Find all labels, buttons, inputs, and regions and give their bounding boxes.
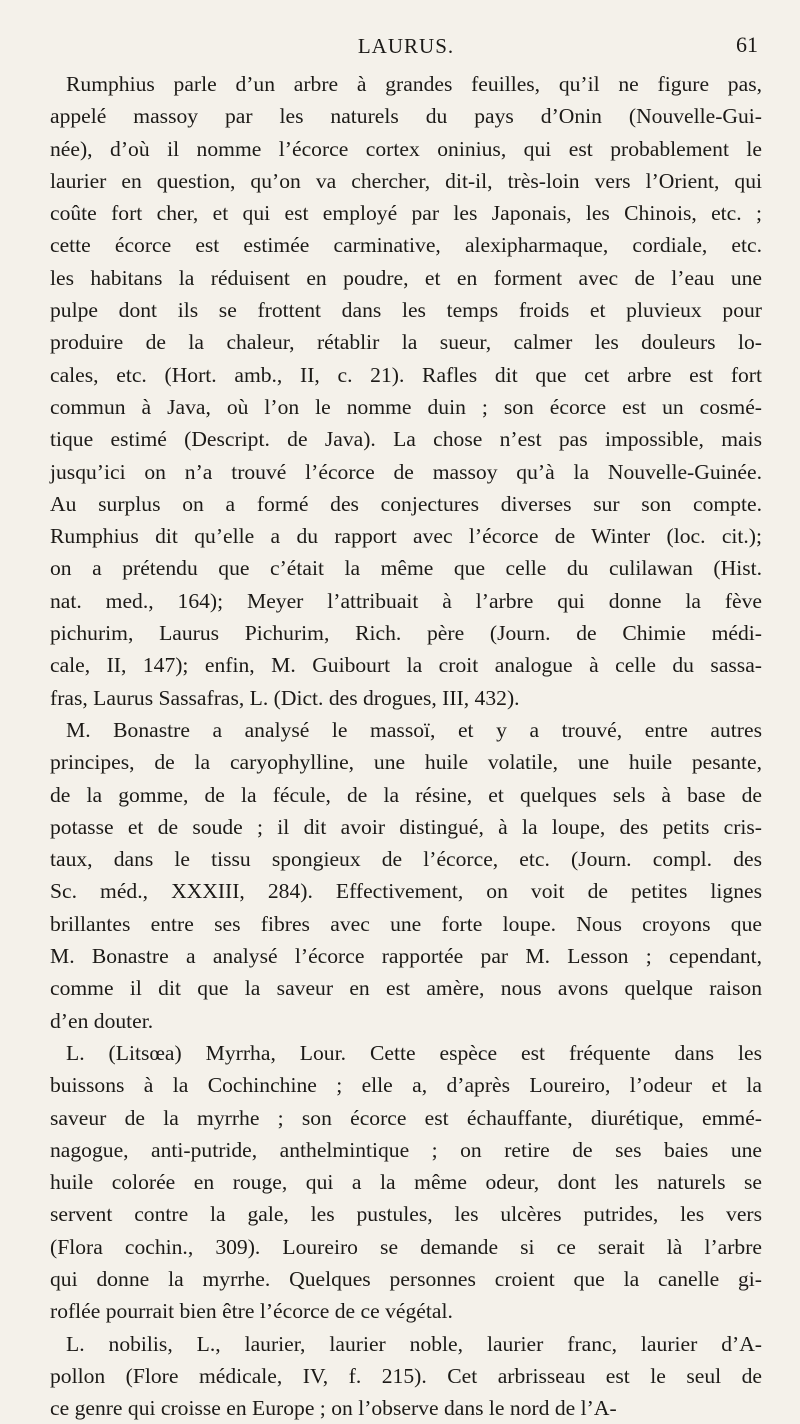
text-line: M. Bonastre a analysé le massoï, et y a trouvé, entre autres <box>66 717 762 742</box>
text-line: pollon (Flore médicale, IV, f. 215). Cet arbrisseau est le seul de <box>50 1363 762 1388</box>
text-line: nat. med., 164); Meyer l’attribuait à l’arbre qui donne la fève <box>50 588 762 613</box>
text-line: cale, II, 147); enfin, M. Guibourt la croit analogue à celle du sassa- <box>50 653 762 678</box>
text-line: jusqu’ici on n’a trouvé l’écorce de massoy qu’à la Nouvelle-Guinée. <box>50 459 762 484</box>
text-line: (Flora cochin., 309). Loureiro se demande si ce serait là l’arbre <box>50 1234 762 1259</box>
text-line: saveur de la myrrhe ; son écorce est échauffante, diurétique, emmé- <box>50 1105 762 1130</box>
text-line: potasse et de soude ; il dit avoir distingué, à la loupe, des petits cris- <box>50 814 762 839</box>
text-line: coûte fort cher, et qui est employé par les Japonais, les Chinois, etc. ; <box>50 201 762 226</box>
text-line: comme il dit que la saveur en est amère, nous avons quelque raison <box>50 976 762 1001</box>
text-line: huile colorée en rouge, qui a la même odeur, dont les naturels se <box>50 1170 762 1195</box>
page-header <box>50 28 762 68</box>
text-line: M. Bonastre a analysé l’écorce rapportée par M. Lesson ; cependant, <box>50 944 762 969</box>
text-line: pichurim, Laurus Pichurim, Rich. père (Journ. de Chimie médi- <box>50 621 762 646</box>
text-line: Sc. méd., XXXIII, 284). Effectivement, on voit de petites lignes <box>50 879 762 904</box>
text-line: tique estimé (Descript. de Java). La chose n’est pas impossible, mais <box>50 427 762 452</box>
text-line: de la gomme, de la fécule, de la résine, et quelques sels à base de <box>50 782 762 807</box>
text-line: brillantes entre ses fibres avec une forte loupe. Nous croyons que <box>50 911 762 936</box>
text-line: fras, Laurus Sassafras, L. (Dict. des drogues, III, 432). <box>50 685 520 710</box>
text-line: produire de la chaleur, rétablir la sueur, calmer les douleurs lo- <box>50 330 762 355</box>
page-number: 61 <box>736 32 758 57</box>
paragraph-bonastre <box>50 714 762 1037</box>
page-body <box>50 68 762 1424</box>
text-line: L. nobilis, L., laurier, laurier noble, laurier franc, laurier d’A- <box>66 1331 762 1356</box>
text-line: pulpe dont ils se frottent dans les temps froids et pluvieux pour <box>50 298 762 323</box>
text-line: qui donne la myrrhe. Quelques personnes croient que la canelle gi- <box>50 1266 762 1291</box>
text-line: d’en douter. <box>50 1008 154 1033</box>
paragraph-nobilis <box>50 1328 762 1424</box>
text-line: Rumphius dit qu’elle a du rapport avec l’écorce de Winter (loc. cit.); <box>50 524 762 549</box>
text-line: ce genre qui croisse en Europe ; on l’observe dans le nord de l’A- <box>50 1396 617 1421</box>
text-line: servent contre la gale, les pustules, les ulcères putrides, les vers <box>50 1202 762 1227</box>
text-line: taux, dans le tissu spongieux de l’écorce, etc. (Journ. compl. des <box>50 847 762 872</box>
text-line: Au surplus on a formé des conjectures diverses sur son compte. <box>50 491 762 516</box>
text-line: Rumphius parle d’un arbre à grandes feuilles, qu’il ne figure pas, <box>66 72 762 96</box>
text-line: principes, de la caryophylline, une huile volatile, une huile pesante, <box>50 750 762 775</box>
text-line: les habitans la réduisent en poudre, et en forment avec de l’eau une <box>50 265 762 290</box>
text-line: cales, etc. (Hort. amb., II, c. 21). Rafles dit que cet arbre est fort <box>50 362 762 387</box>
text-line: nagogue, anti-putride, anthelmintique ; on retire de ses baies une <box>50 1137 762 1162</box>
text-line: buissons à la Cochinchine ; elle a, d’après Loureiro, l’odeur et la <box>50 1073 762 1098</box>
paragraph-massoy <box>50 68 762 714</box>
text-line: cette écorce est estimée carminative, alexipharmaque, cordiale, etc. <box>50 233 762 258</box>
text-line: roflée pourrait bien être l’écorce de ce végétal. <box>50 1299 453 1324</box>
paragraph-myrrha <box>50 1037 762 1328</box>
running-title: LAURUS. <box>357 34 455 58</box>
text-line: L. (Litsœa) Myrrha, Lour. Cette espèce est fréquente dans les <box>66 1040 762 1065</box>
text-line: née), d’où il nomme l’écorce cortex oninius, qui est probablement le <box>50 136 762 161</box>
text-line: appelé massoy par les naturels du pays d’Onin (Nouvelle-Gui- <box>50 104 762 129</box>
text-line: commun à Java, où l’on le nomme duin ; son écorce est un cosmé- <box>50 394 762 419</box>
text-line: laurier en question, qu’on va chercher, dit-il, très-loin vers l’Orient, qui <box>50 168 762 193</box>
text-line: on a prétendu que c’était la même que celle du culilawan (Hist. <box>50 556 762 581</box>
